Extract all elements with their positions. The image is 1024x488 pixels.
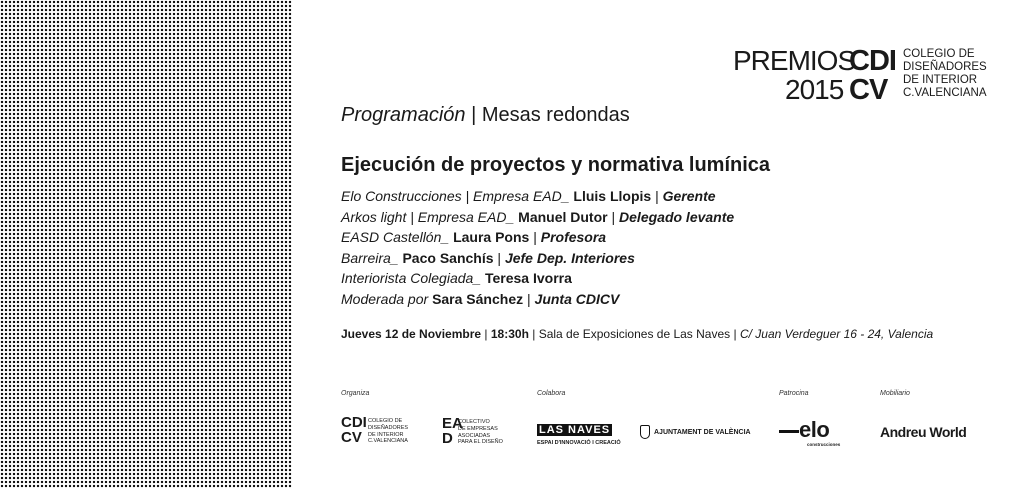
elo-logo: elo construcciones (779, 419, 859, 449)
halftone-dot-pattern (0, 0, 292, 488)
mobiliario-label: Mobiliario (880, 390, 910, 397)
participant-org: Interiorista Colegiada_ (341, 270, 485, 286)
participant-separator: | (493, 249, 505, 266)
event-time: 18:30h (490, 327, 529, 341)
participant-org: Elo Construcciones | Empresa EAD_ (341, 188, 574, 204)
participant-row (341, 227, 734, 248)
participant-row (341, 186, 734, 207)
premios-text: PREMIOS (733, 45, 856, 76)
participant-role: Jefe Dep. Interiores (504, 249, 635, 266)
event-details: Jueves 12 de Noviembre | 18:30h | Sala de Exposiciones de Las Naves | C/ Juan Verdeguer 16 - 24, Valencia (341, 327, 934, 341)
participant-name: Lluis Llopis (573, 188, 652, 204)
participant-org: Arkos light | Empresa EAD_ (341, 208, 519, 225)
ajuntament-logo: AJUNTAMENT DE VALÈNCIA (640, 425, 760, 443)
year-text: 2015 (785, 74, 844, 105)
organiza-label: Organiza (341, 390, 370, 397)
participants-list (341, 186, 734, 309)
participant-separator: | (529, 229, 541, 245)
participant-row (341, 248, 734, 269)
participant-role: Profesora (540, 229, 607, 245)
cdicv-logo: CDI CV COLEGIO DE DISEÑADORES DE INTERIOR C.VALENCIANA (341, 414, 409, 446)
participant-separator: | (607, 208, 620, 225)
event-title: Ejecución de proyectos y normativa lumínica (341, 154, 771, 176)
participant-name: Teresa Ivorra (484, 270, 572, 286)
event-date: Jueves 12 de Noviembre (341, 327, 482, 341)
ead-logo: EA D COLECTIVO DE EMPRESAS ASOCIADAS PARA EL DISEÑO (442, 415, 503, 447)
participant-name: Laura Pons (453, 229, 530, 245)
participant-separator: | (651, 188, 663, 204)
andreu-world-logo: Andreu World (880, 424, 967, 440)
patrocina-label: Patrocina (779, 390, 809, 397)
participant-separator: | (523, 290, 535, 307)
event-place: Sala de Exposiciones de Las Naves (538, 327, 731, 341)
participant-org: Moderada por (341, 290, 433, 307)
participant-org: EASD Castellón_ (341, 229, 454, 245)
participant-row (341, 207, 734, 228)
participant-org: Barreira_ (341, 249, 403, 266)
institution-name: COLEGIO DE DISEÑADORES DE INTERIOR C.VALENCIANA (903, 48, 987, 99)
las-naves-logo: LAS NAVES ESPAI D'INNOVACIÓ I CREACIÓ (537, 424, 621, 446)
participant-name: Sara Sánchez (432, 290, 524, 307)
participant-name: Paco Sanchís (402, 249, 494, 266)
participant-row (341, 289, 734, 310)
event-address: C/ Juan Verdeguer 16 - 24, Valencia (739, 327, 934, 341)
participant-row (341, 268, 734, 289)
participant-role: Junta CDICV (534, 290, 620, 307)
colabora-label: Colabora (537, 390, 566, 397)
participant-role: Gerente (662, 188, 716, 204)
cv-text: CV (849, 74, 888, 106)
participant-name: Manuel Dutor (518, 208, 608, 225)
cdi-text: CDI (849, 45, 896, 77)
participant-role: Delegado levante (619, 208, 735, 225)
city-shield-icon (640, 425, 650, 439)
programacion-heading: Programación | Mesas redondas (341, 104, 630, 126)
